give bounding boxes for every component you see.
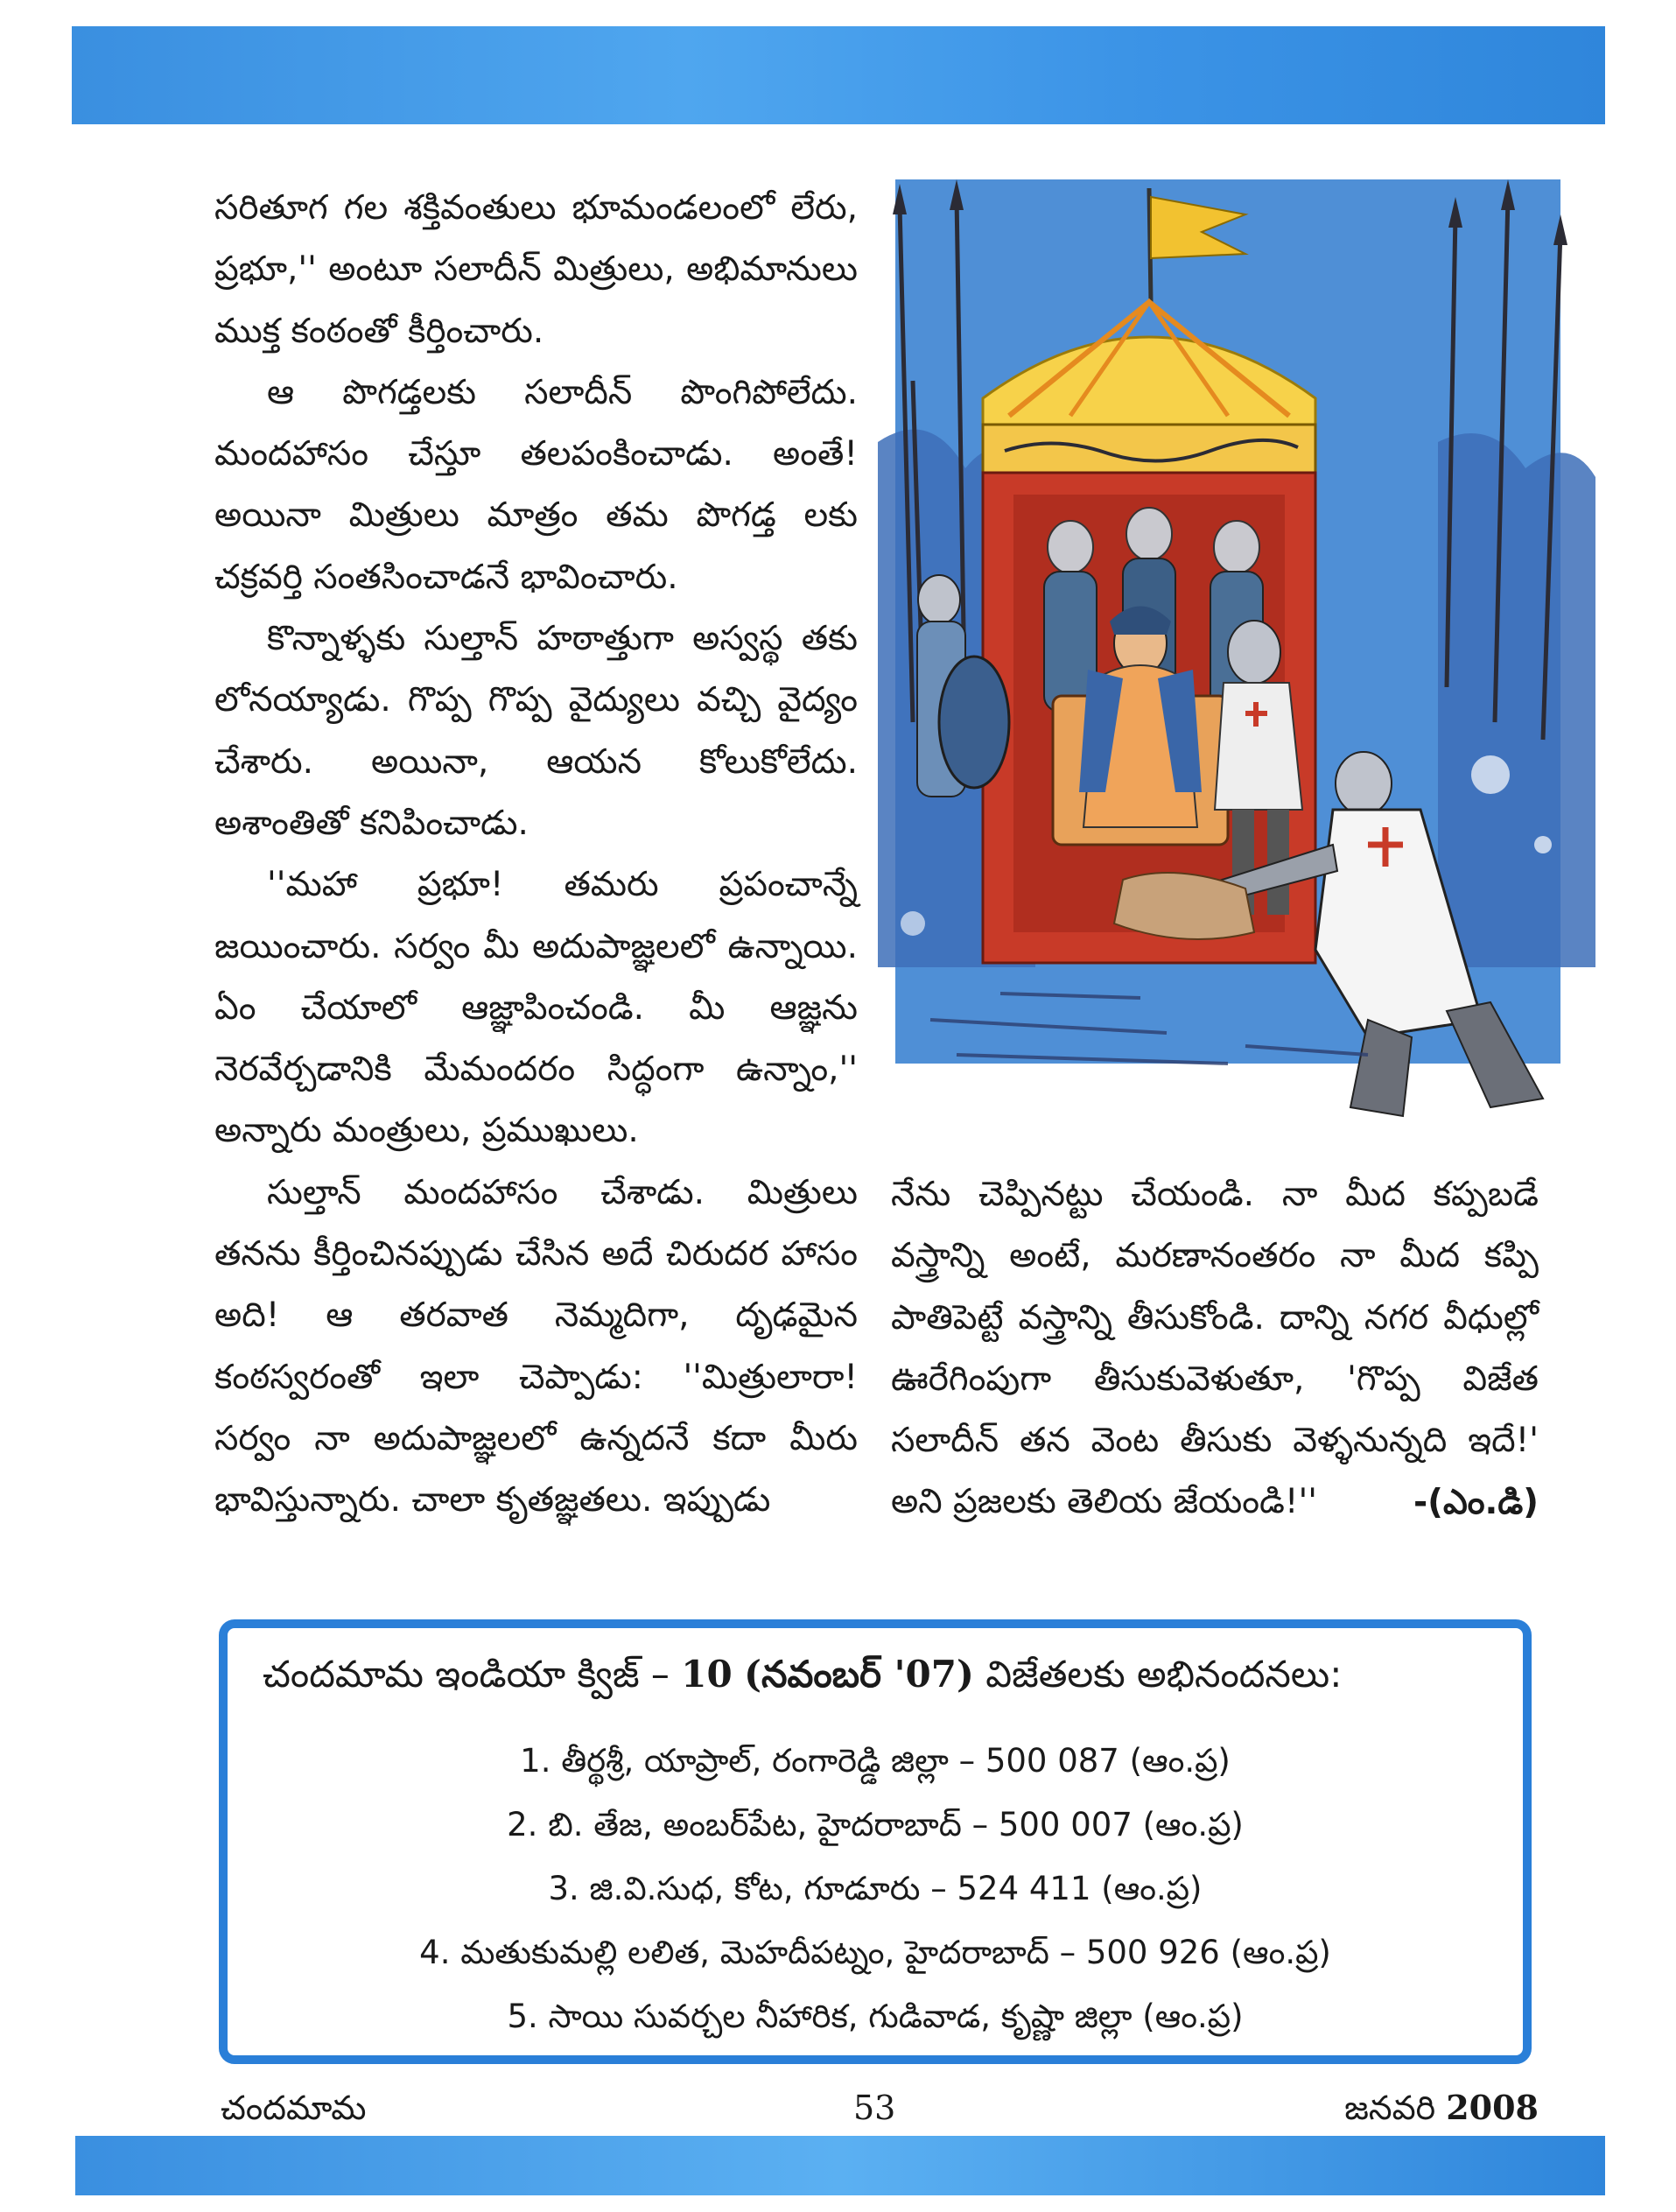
winner-item: 4. మతుకుమల్లి లలిత, మెహదీపట్నం, హైదరాబాద్ – 500 926 (ఆం.ప్ర) (419, 1934, 1331, 1971)
story-paragraph: ఆ పొగడ్తలకు సలాదీన్ పొంగిపోలేదు. మందహాసం చేస్తూ తలపంకించాడు. అంతే! అయినా మిత్రులు మాత్రం తమ పొగడ్త లకు చక్రవర్తి సంతసించాడనే భావించారు. (214, 372, 858, 597)
winners-list (228, 1729, 1523, 2048)
footer-month: జనవరి (1344, 2089, 1436, 2127)
story-right-column (891, 1164, 1539, 1534)
quiz-winners-box (219, 1619, 1532, 2064)
quiz-month: (నవంబర్ '07) (744, 1653, 974, 1696)
winner-item: 1. తీర్థశ్రీ, యాప్రాల్, రంగారెడ్డి జిల్లా – 500 087 (ఆం.ప్ర) (520, 1742, 1231, 1780)
crusader-head (1228, 621, 1280, 684)
footer-year: 2008 (1446, 2088, 1539, 2127)
quiz-title-prefix: చందమామ ఇండియా క్విజ్ – (263, 1653, 670, 1696)
author-signature: -(ఎం.డి) (1413, 1482, 1539, 1522)
story-paragraph: సరితూగ గల శక్తివంతులు భూమండలంలో లేరు, ప్రభూ,'' అంటూ సలాదీన్ మిత్రులు, అభిమానులు ముక్త కంఠంతో కీర్తించారు. (214, 188, 858, 351)
bottom-blue-band (75, 2136, 1605, 2195)
top-blue-band (72, 26, 1605, 124)
story-paragraph: ''మహా ప్రభూ! తమరు ప్రపంచాన్నే జయించారు. సర్వం మీ అదుపాజ్ఞలలో ఉన్నాయి. ఏం చేయాలో ఆజ్ఞాపించండి. మీ ఆజ్ఞను నెరవేర్చడానికి మేమందరం సిద్ధంగా ఉన్నాం,'' అన్నారు మంత్రులు, ప్రముఖులు. (214, 865, 858, 1151)
footer-magazine-name: చందమామ (221, 2089, 367, 2127)
quiz-number: 10 (681, 1653, 733, 1696)
quiz-title-suffix: విజేతలకు అభినందనలు: (985, 1653, 1343, 1696)
kneeling-knight-head (1336, 752, 1392, 815)
saladin-throne-illustration (878, 179, 1595, 1164)
story-paragraph: కొన్నాళ్ళకు సుల్తాన్ హఠాత్తుగా అస్వస్థ తకు లోనయ్యాడు. గొప్ప గొప్ప వైద్యులు వచ్చి వైద్యం చేశారు. అయినా, ఆయన కోలుకోలేదు. అశాంతితో కనిపించాడు. (214, 619, 858, 843)
quiz-title (263, 1644, 1505, 1705)
footer-page-number: 53 (853, 2089, 896, 2127)
footer-issue-date (1294, 2086, 1539, 2130)
winner-item: 3. జి.వి.సుధ, కోట, గూడూరు – 524 411 (ఆం.ప్ర) (548, 1870, 1203, 1907)
shield (939, 657, 1009, 788)
winner-item: 5. సాయి సువర్చల నీహారిక, గుడివాడ, కృష్ణా జిల్లా (ఆం.ప్ర) (507, 1998, 1244, 2035)
story-paragraph-continued: నేను చెప్పినట్టు చేయండి. నా మీద కప్పబడే వస్త్రాన్ని అంటే, మరణానంతరం నా మీద కప్పి పాతిపెట్టే వస్త్రాన్ని తీసుకోండి. దాన్ని నగర వీధుల్లో ఊరేగింపుగా తీసుకువెళుతూ, 'గొప్ప విజేత సలాదీన్ తన వెంట తీసుకు వెళ్ళనున్నది ఇదే!' అని ప్రజలకు తెలియ జేయండి!'' (891, 1175, 1539, 1522)
story-paragraph: సుల్తాన్ మందహాసం చేశాడు. మిత్రులు తనను కీర్తించినప్పుడు చేసిన అదే చిరుదర హాసం అది! ఆ తరవాత నెమ్మదిగా, దృఢమైన కంఠస్వరంతో ఇలా చెప్పాడు: ''మిత్రులారా! సర్వం నా అదుపాజ్ఞలలో ఉన్నదనే కదా మీరు భావిస్తున్నారు. చాలా కృతజ్ఞతలు. ఇప్పుడు (214, 1172, 858, 1520)
story-left-column (214, 178, 858, 1532)
winner-item: 2. బి. తేజ, అంబర్‌పేట, హైదరాబాద్ – 500 007 (ఆం.ప్ర) (507, 1806, 1244, 1843)
